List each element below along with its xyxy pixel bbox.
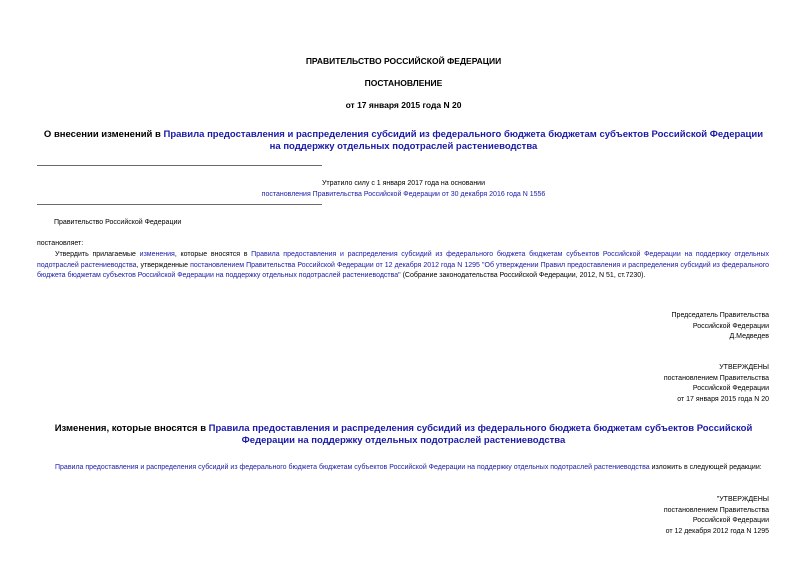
approved1-line2: постановлением Правительства: [663, 374, 769, 382]
changes-title: [40, 423, 767, 447]
document-date-number: от 17 января 2015 года N 20: [345, 100, 462, 110]
p1-text-b: , которые вносятся в: [174, 251, 252, 258]
changes-paragraph: [37, 463, 769, 474]
signature-country: Российской Федерации: [692, 322, 769, 330]
changes-title-link[interactable]: Правила предоставления и распределения субсидий из федерального бюджета бюджетам субъектов Российской Федерации на поддержку отдельных подотраслей растениеводства: [208, 423, 753, 446]
government-header: ПРАВИТЕЛЬСТВО РОССИЙСКОЙ ФЕДЕРАЦИИ: [305, 56, 502, 66]
divider-bottom: [37, 204, 322, 205]
status-note: [0, 179, 807, 200]
title-prefix: О внесении изменений в: [43, 129, 164, 140]
title-rules-link[interactable]: Правила предоставления и распределения субсидий из федерального бюджета бюджетам субъектов Российской Федерации на поддержку отдельных подотраслей растениеводства: [163, 129, 764, 152]
approved-stamp-1: [549, 363, 769, 405]
signature-name: Д.Медведев: [729, 333, 769, 340]
p1-text-a: Утвердить прилагаемые: [55, 251, 140, 258]
approved2-line1: "УТВЕРЖДЕНЫ: [716, 496, 769, 503]
document-type: ПОСТАНОВЛЕНИЕ: [364, 78, 443, 88]
resolution-1295-link[interactable]: постановлением Правительства Российской Федерации от 12 декабря 2012 года N 1295 "Об утверждении Правил предоставления и распределения субсидий из федерального бюджета бюджетам субъектов Российской Федерации на поддержку отдельных подотраслей растениеводства": [37, 261, 769, 279]
changes-link[interactable]: изменения: [139, 251, 175, 258]
changes-text-rest: изложить в следующей редакции:: [649, 464, 762, 471]
approved-stamp-2: [549, 495, 769, 537]
signature-block: [549, 311, 769, 343]
resolution-paragraph: [37, 250, 769, 282]
rules-link[interactable]: Правила предоставления и распределения субсидий из федерального бюджета бюджетам субъектов Российской Федерации на поддержку отдельных подотраслей растениеводства: [37, 251, 769, 269]
approved1-line3: Российской Федерации: [692, 385, 769, 392]
document-title: [40, 129, 767, 153]
resolves-text: постановляет:: [37, 240, 84, 247]
signature-position: Председатель Правительства: [671, 312, 769, 319]
status-note-text: Утратило силу с 1 января 2017 года на основании: [321, 180, 486, 187]
approved2-line2: постановлением Правительства: [663, 506, 769, 514]
changes-title-prefix: Изменения, которые вносятся в: [54, 423, 209, 434]
approved2-line3: Российской Федерации: [692, 517, 769, 524]
approved1-line4: от 17 января 2015 года N 20: [677, 395, 769, 403]
divider-top: [37, 165, 322, 166]
p1-text-c: , утвержденные: [136, 261, 191, 269]
status-note-link[interactable]: постановления Правительства Российской Федерации от 30 декабря 2016 года N 1556: [261, 190, 546, 198]
p1-text-d: (Собрание законодательства Российской Федерации, 2012, N 51, ст.7230).: [400, 272, 646, 279]
approved1-line1: УТВЕРЖДЕНЫ: [719, 364, 769, 371]
changes-rules-link[interactable]: Правила предоставления и распределения субсидий из федерального бюджета бюджетам субъектов Российской Федерации на поддержку отдельных подотраслей растениеводства: [55, 464, 650, 471]
approved2-line4: от 12 декабря 2012 года N 1295: [665, 527, 769, 535]
issuer-text: Правительство Российской Федерации: [54, 219, 182, 226]
